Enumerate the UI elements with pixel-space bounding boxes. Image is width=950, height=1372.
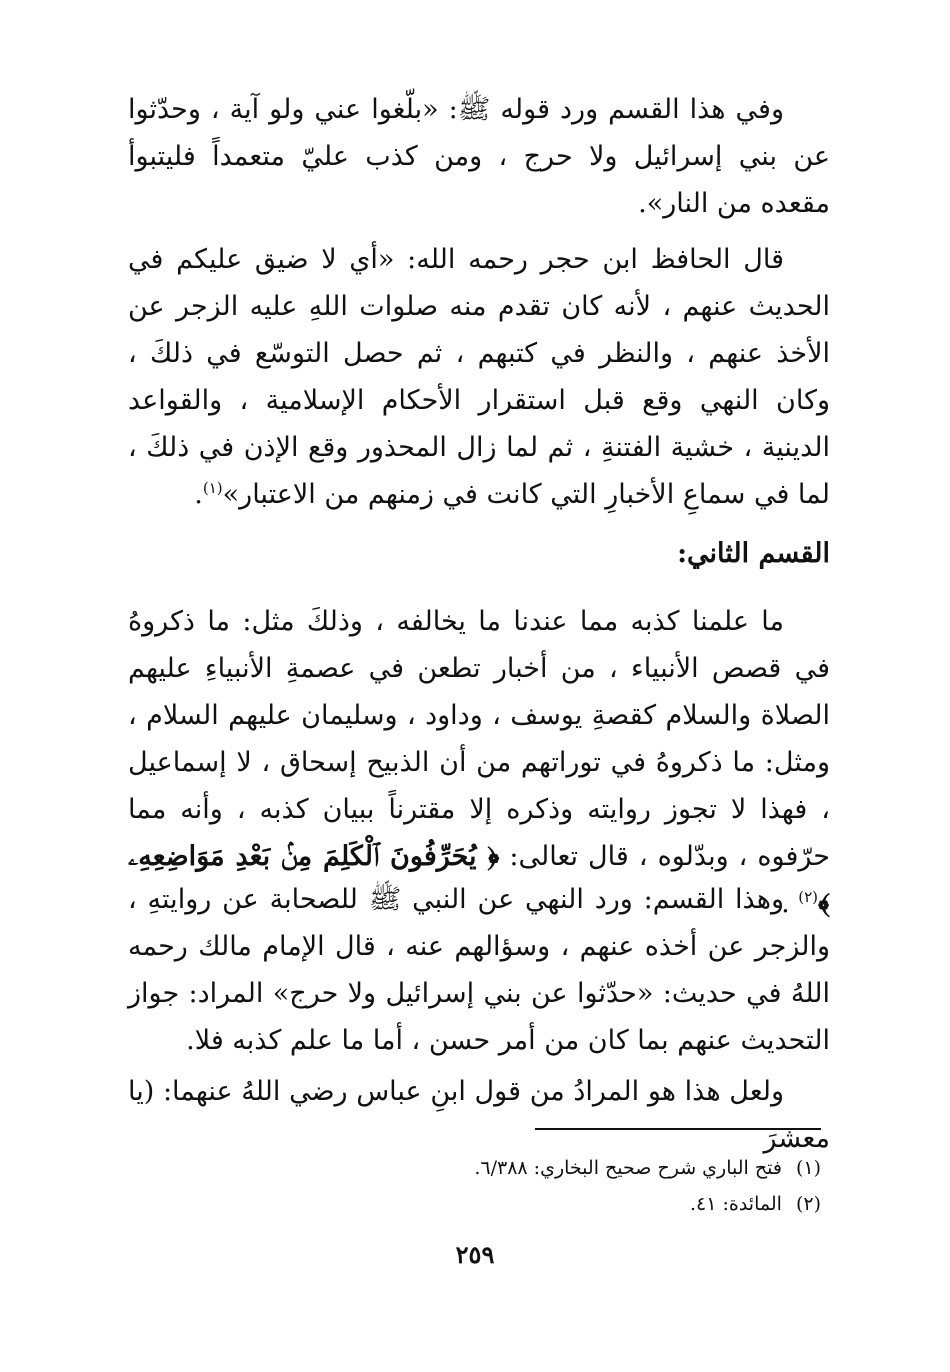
paragraph-3-text: ما علمنا كذبه مما عندنا ما يخالفه ، وذلكَ مثل: ما ذكروهُ في قصص الأنبياء ، من أخبار تطعن في عصمةِ الأنبياءِ عليهم الصلاة والسلام كقصةِ يوسف ، وداود ، وسليمان عليهم السلام ، ومثل: ما ذكروهُ في توراتهم من أن الذبيح إسحاق ، لا إسماعيل ، فهذا لا تجوز روايته وذكره إلا مقترناً ببيان كذبه ، وأنه مما حرّفوه ، وبدّلوه ، قال تعالى: — [128, 606, 830, 872]
footnote-divider — [535, 1128, 821, 1130]
page-number: ٢٥٩ — [455, 1240, 495, 1269]
paragraph-5: ولعل هذا هو المرادُ من قول ابنِ عباس رضي اللهُ عنهما: (يا معشرَ — [128, 1076, 830, 1154]
footnote-ref-1[interactable]: (١) — [202, 479, 223, 497]
paragraph-2-end: . — [194, 479, 203, 510]
footnote-2 — [300, 1186, 821, 1222]
paragraph-4: وهذا القسم: ورد النهي عن النبي ﷺ للصحابة عن روايتهِ ، والزجر عن أخذه عنهم ، وسؤالهم عنه ، قال الإمام مالك رحمه اللهُ في حديث: «حدّثوا عن بني إسرائيل ولا حرج» المراد: جواز التحديث عنهم بما كان من أمر حسن ، أما ما علم كذبه فلا. — [128, 884, 830, 1056]
paragraph-2 — [128, 236, 830, 518]
paragraph-3-end: . — [781, 888, 790, 919]
footnote-ref-2[interactable]: (٢) — [798, 888, 819, 906]
footnote-2-number: (٢) — [795, 1193, 821, 1215]
section-heading: القسم الثاني: — [677, 538, 830, 569]
footnote-2-text: المائدة: ٤١. — [689, 1193, 782, 1215]
paragraph-2-text: قال الحافظ ابن حجر رحمه الله: «أي لا ضيق عليكم في الحديث عنهم ، لأنه كان تقدم منه صلوات اللهِ عليه الزجر عن الأخذ عنهم ، والنظر في كتبهم ، ثم حصل التوسّع في ذلكَ ، وكان النهي وقع قبل استقرار الأحكام الإسلامية ، والقواعد الدينية ، خشية الفتنةِ ، ثم لما زال المحذور وقع الإذن في ذلكَ ، لما في سماعِ الأخبارِ التي كانت في زمنهم من الاعتبار» — [128, 244, 830, 510]
footnote-1-text: فتح الباري شرح صحيح البخاري: ٦/٣٨٨. — [474, 1157, 782, 1179]
quran-verse: ﴿ يُحَرِّفُونَ ٱلْكَلِمَ مِنۢ بَعْدِ مَوَاضِعِهِۦ ﴾ — [128, 841, 830, 919]
footnotes-section — [300, 1150, 821, 1222]
paragraph-1: وفي هذا القسم ورد قوله ﷺ: «بلّغوا عني ولو آية ، وحدّثوا عن بني إسرائيل ولا حرج ، ومن كذب عليّ متعمداً فليتبوأ مقعده من النار». — [128, 94, 830, 219]
footnote-1 — [300, 1150, 821, 1186]
footnote-1-number: (١) — [795, 1157, 821, 1179]
